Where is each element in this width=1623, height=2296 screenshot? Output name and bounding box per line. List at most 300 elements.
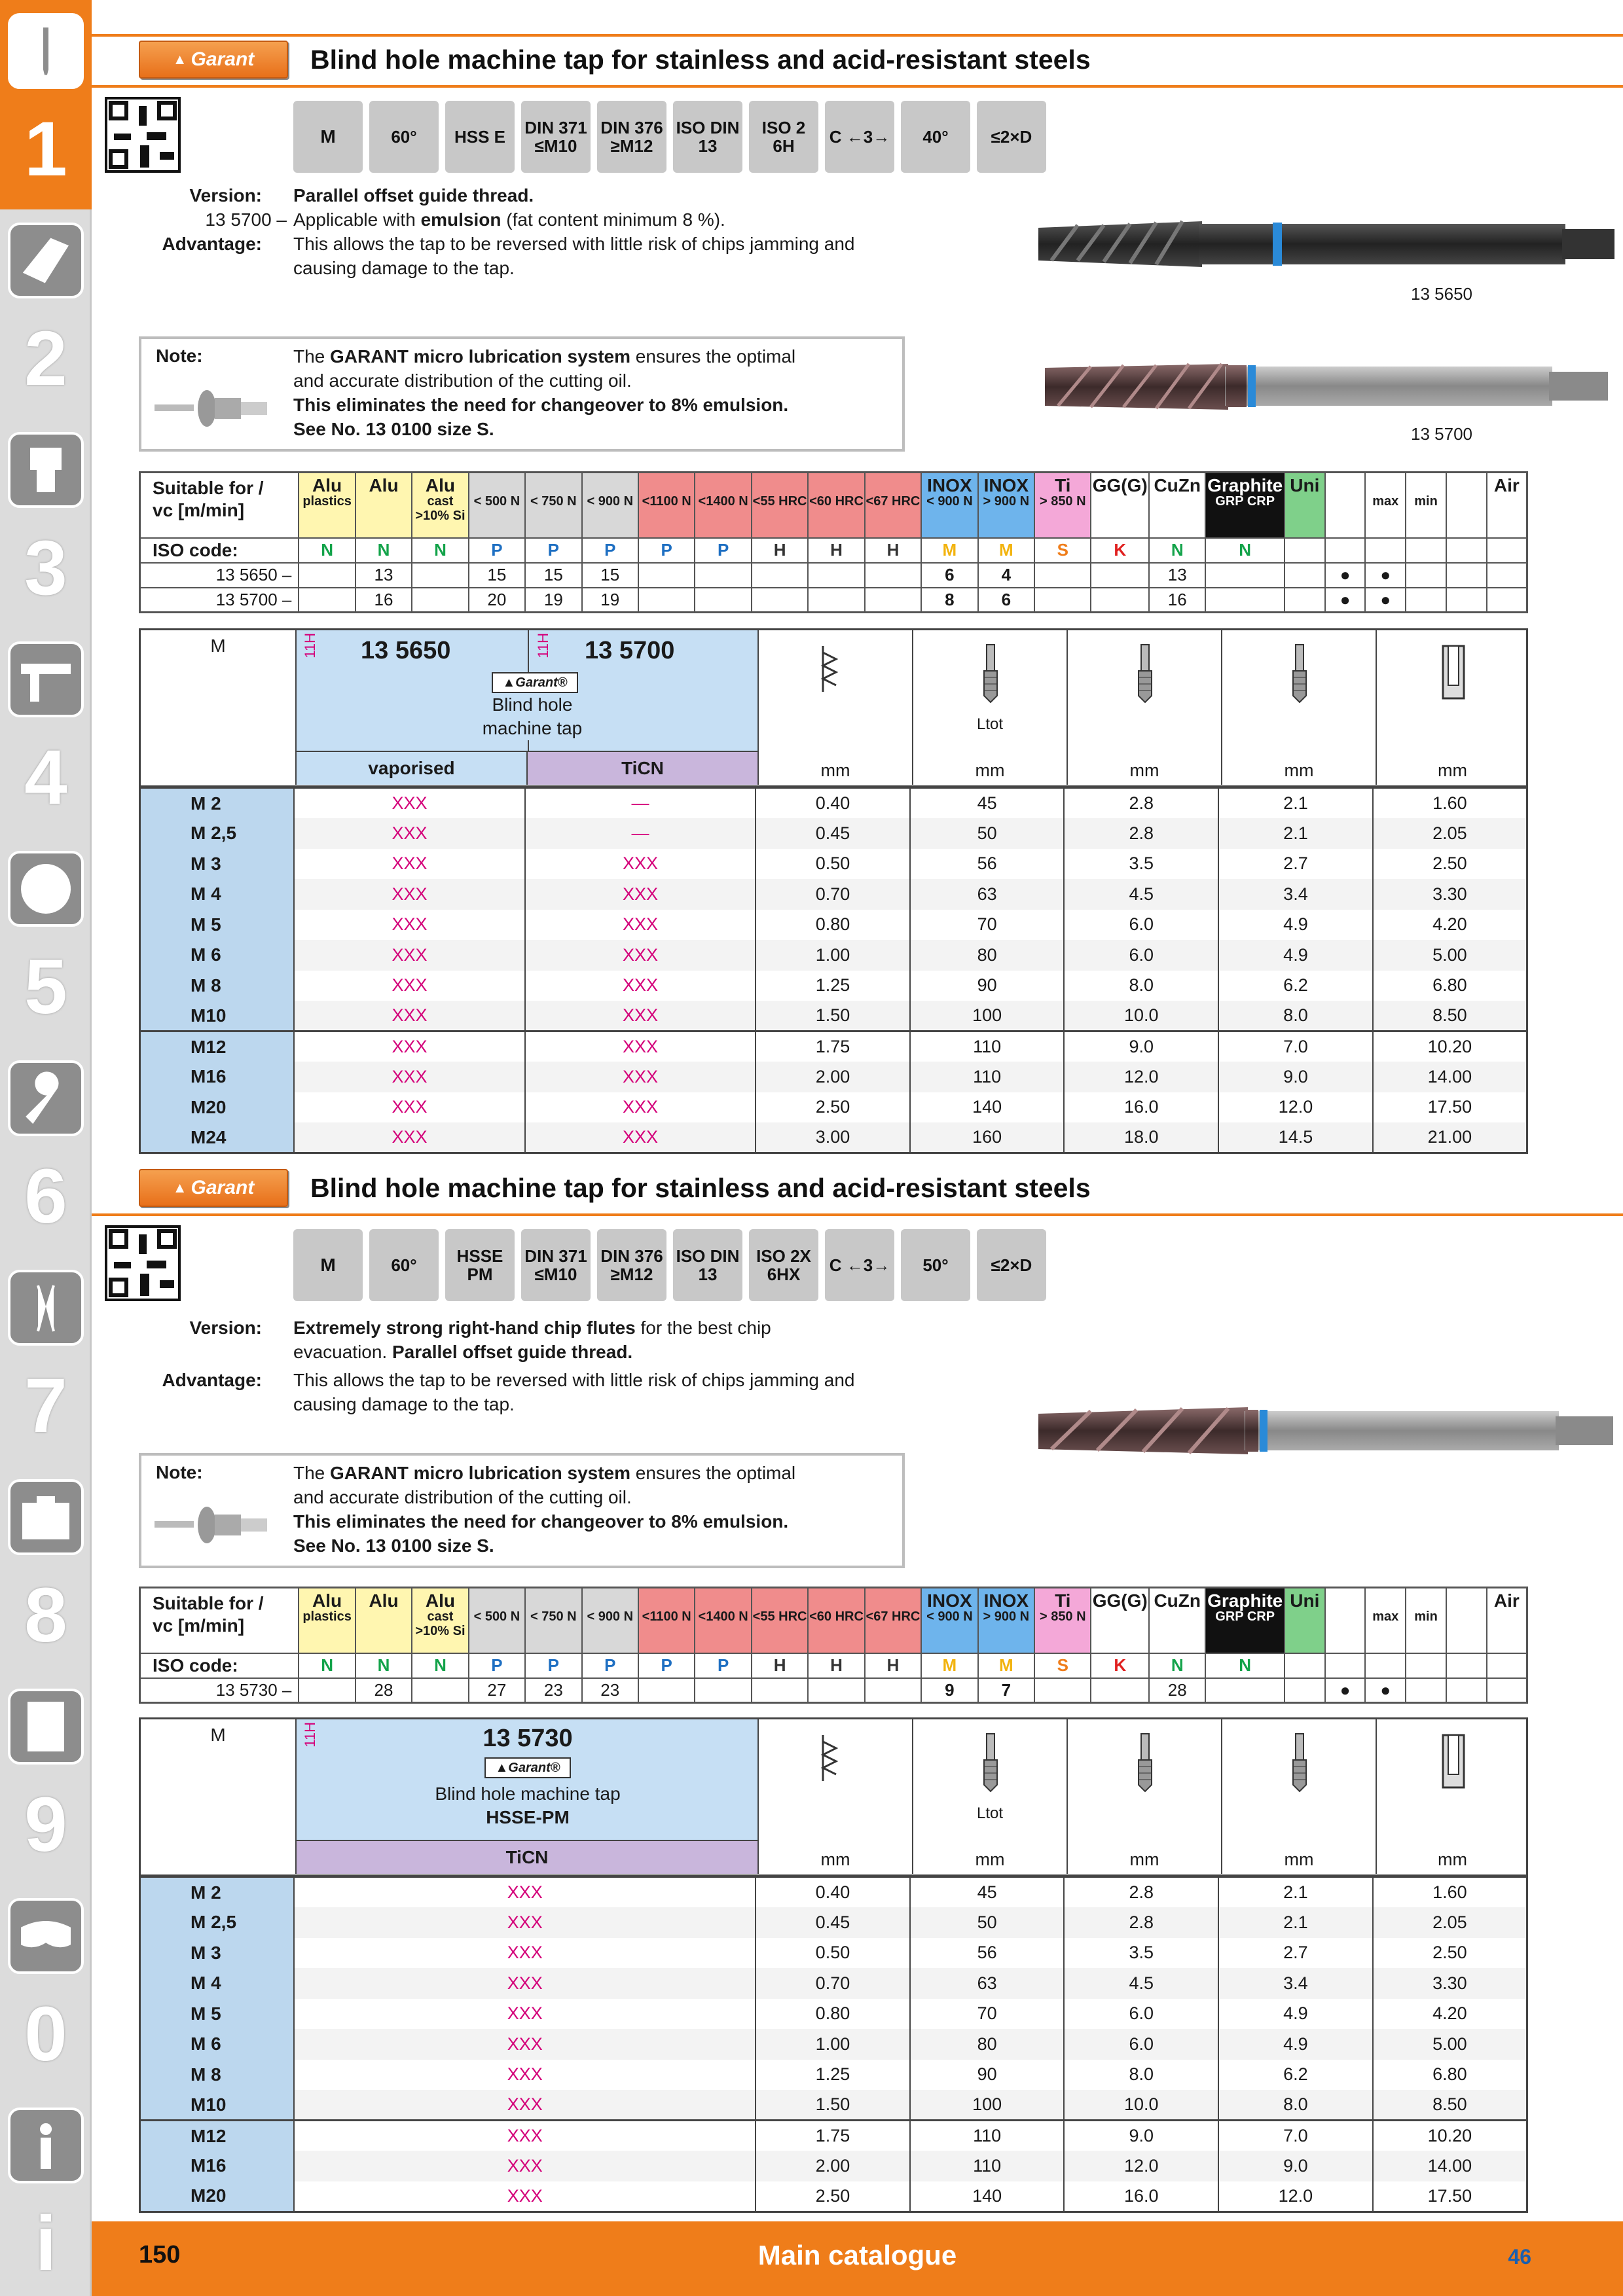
iso-code-9: H (808, 538, 864, 563)
tap-image-13-5650 (1032, 208, 1621, 280)
material-header-20: min (1406, 473, 1446, 538)
material-header-19: max (1365, 473, 1406, 538)
order-13-5700[interactable]: XXX (525, 849, 756, 880)
note-box (139, 336, 905, 452)
sidebar-chapter-5[interactable] (0, 838, 92, 1047)
product-table-1 (139, 787, 1528, 1154)
version-text-2: evacuation. Parallel offset guide thread. (293, 1342, 633, 1362)
table-row: M20 XXX XXX 2.50 140 16.0 12.0 17.50 (140, 1092, 1527, 1123)
table-row: M 2,5 XXX 0.45 50 2.8 2.1 2.05 (140, 1907, 1527, 1938)
order-13-5650[interactable]: XXX (294, 1031, 524, 1062)
material-header-7: <1400 N (695, 1588, 751, 1653)
table-row: M16 XXX XXX 2.00 110 12.0 9.0 14.00 (140, 1062, 1527, 1092)
material-header-8: <55 HRC (752, 473, 808, 538)
iso-code-1: N (356, 1653, 412, 1678)
material-header-5: < 900 N (582, 1588, 638, 1653)
material-header-1: Alu (356, 473, 412, 538)
iso-code-8: H (752, 538, 808, 563)
material-header-7: <1400 N (695, 473, 751, 538)
table-row: M20 XXX 2.50 140 16.0 12.0 17.50 (140, 2181, 1527, 2212)
garant-logo-small: ▲Garant® (492, 672, 578, 693)
tap-image-13-5700 (1032, 350, 1621, 422)
section-title: Blind hole machine tap for stainless and acid-resistant steels (310, 44, 1091, 75)
garant-logo-small: ▲Garant® (484, 1757, 571, 1778)
material-header-6: <1100 N (638, 1588, 695, 1653)
version-text-1: Extremely strong right-hand chip flutes for the best chip (293, 1318, 771, 1338)
square-size-icon (1280, 1729, 1319, 1794)
iso-code-6: P (638, 538, 695, 563)
material-header-13: Ti > 850 N (1034, 1588, 1091, 1653)
caliper-icon (8, 641, 84, 717)
chapter-number: 2 (24, 315, 67, 402)
shank-diameter-icon (1125, 639, 1165, 705)
order-13-5650[interactable]: XXX (294, 818, 524, 849)
iso-code-21 (1446, 1653, 1487, 1678)
sidebar-chapter-8[interactable] (0, 1466, 92, 1676)
cutting-speed-row: 13 5700 – 16 20 19 19 8 6 16 ● ● (140, 588, 1527, 613)
image-caption-2: 13 5700 (1411, 424, 1472, 444)
product-table-header-1 (139, 628, 1528, 787)
material-header-18 (1325, 1588, 1366, 1653)
property-icon-7: C ←3→ (825, 1229, 894, 1301)
note-label: Note: (156, 346, 203, 366)
order-13-5650[interactable]: XXX (294, 910, 524, 941)
advantage-label: Advantage: (162, 1370, 262, 1390)
dimension-header-3: mm (1221, 630, 1376, 785)
order-13-5730[interactable]: XXX (294, 2181, 756, 2212)
thread-size: M20 (140, 1092, 295, 1123)
order-13-5650[interactable]: XXX (294, 1092, 524, 1123)
material-header-16: Graphite GRP CRP (1205, 473, 1285, 538)
thread-size: M 3 (140, 849, 295, 880)
material-header-12: INOX > 900 N (978, 473, 1034, 538)
dimension-header-2: mm (1067, 1719, 1221, 1874)
image-caption-1: 13 5650 (1411, 284, 1472, 304)
order-13-5700[interactable]: XXX (525, 971, 756, 1001)
thread-size: M 5 (140, 1999, 295, 2030)
version-text: Parallel offset guide thread. (293, 185, 534, 206)
iso-code-5: P (582, 538, 638, 563)
chapter-number: 9 (24, 1782, 67, 1868)
iso-code-14: K (1091, 1653, 1149, 1678)
order-13-5700[interactable]: XXX (525, 1062, 756, 1092)
order-13-5730[interactable]: XXX (294, 1877, 756, 1908)
thread-size: M12 (140, 2121, 295, 2151)
sidebar-chapter-4[interactable] (0, 628, 92, 838)
iso-code-7: P (695, 1653, 751, 1678)
iso-code-18 (1325, 1653, 1366, 1678)
wrench-icon (8, 1060, 84, 1136)
product-table-header-2 (139, 1717, 1528, 1876)
property-icon-9: ≤2×D (977, 101, 1046, 173)
table-row: M 2 XXX 0.40 45 2.8 2.1 1.60 (140, 1877, 1527, 1908)
thread-size: M 6 (140, 2029, 295, 2060)
sidebar-chapter-0[interactable] (0, 1885, 92, 2094)
saw-blade-icon (8, 851, 84, 927)
order-13-5650[interactable]: XXX (294, 1122, 524, 1153)
thread-size: M12 (140, 1031, 295, 1062)
chapter-number: 6 (24, 1153, 67, 1240)
property-icon-5: ISO DIN 13 (673, 101, 742, 173)
iso-code-9: H (808, 1653, 864, 1678)
qr-code-icon[interactable] (105, 97, 181, 173)
section-header (139, 37, 1091, 82)
iso-code-17 (1285, 1653, 1325, 1678)
note-box (139, 1453, 905, 1568)
iso-code-15: N (1149, 1653, 1205, 1678)
thread-size: M 8 (140, 2060, 295, 2090)
material-header-3: < 500 N (469, 1588, 525, 1653)
iso-code-0: N (299, 1653, 355, 1678)
table-row: M 4 XXX 0.70 63 4.5 3.4 3.30 (140, 1968, 1527, 1999)
property-icon-6: ISO 2 6H (749, 101, 818, 173)
property-icon-2: HSS E (445, 101, 515, 173)
dimension-header-4: mm (1376, 630, 1528, 785)
order-13-5700[interactable]: XXX (525, 940, 756, 971)
article-13-5700: 13 5700 (585, 637, 675, 664)
material-header-11: INOX < 900 N (921, 1588, 977, 1653)
size-column-header: M (210, 636, 226, 656)
iso-code-22 (1487, 1653, 1527, 1678)
material-header-2: Alu cast >10% Si (412, 473, 468, 538)
sidebar-chapter-i[interactable] (0, 2094, 92, 2296)
note-text: The GARANT micro lubrication system ensures the optimal and accurate distribution of the cutting oil. This eliminates the need for changeover to 8% emulsion. See No. 13 0100 size S. (293, 1463, 796, 1556)
material-header-3: < 500 N (469, 473, 525, 538)
material-header-20: min (1406, 1588, 1446, 1653)
chapter-number: 5 (24, 944, 67, 1030)
material-header-22: Air (1487, 473, 1527, 538)
property-icon-4: DIN 376 ≥M12 (597, 101, 666, 173)
material-header-0: Alu plastics (299, 473, 355, 538)
iso-code-0: N (299, 538, 355, 563)
advantage-label: Advantage: (162, 234, 262, 254)
iso-code-11: M (921, 1653, 977, 1678)
material-header-14: GG(G) (1091, 1588, 1149, 1653)
article-header (295, 630, 757, 751)
table-row: M 2 XXX — 0.40 45 2.8 2.1 1.60 (140, 788, 1527, 819)
thread-size: M 2,5 (140, 1907, 295, 1938)
iso-code-2: N (412, 538, 468, 563)
iso-code-label: ISO code: (140, 1653, 299, 1678)
advantage-text-1: This allows the tap to be reversed with little risk of chips jamming and (293, 1370, 855, 1390)
order-13-5700[interactable]: XXX (525, 1092, 756, 1123)
order-13-5700[interactable]: — (525, 818, 756, 849)
thread-size: M 4 (140, 879, 295, 910)
property-icon-4: DIN 376 ≥M12 (597, 1229, 666, 1301)
chapter-number: 7 (24, 1363, 67, 1449)
material-header-18 (1325, 473, 1366, 538)
dimension-header-2: mm (1067, 630, 1221, 785)
material-header-16: Graphite GRP CRP (1205, 1588, 1285, 1653)
shank-diameter-icon (1125, 1729, 1165, 1794)
product-section-1 (92, 37, 1623, 1162)
page-number: 150 (139, 2241, 181, 2269)
chapter-sidebar (0, 0, 92, 2296)
core-drill-icon (1434, 639, 1473, 705)
material-header-5: < 900 N (582, 473, 638, 538)
table-row: M 6 XXX XXX 1.00 80 6.0 4.9 5.00 (140, 940, 1527, 971)
iso-code-22 (1487, 538, 1527, 563)
description-block (92, 183, 1008, 288)
property-icon-6: ISO 2X 6HX (749, 1229, 818, 1301)
table-row: M10 XXX XXX 1.50 100 10.0 8.0 8.50 (140, 1001, 1527, 1031)
core-drill-icon (1434, 1729, 1473, 1794)
thread-size: M10 (140, 2090, 295, 2121)
toolholder-icon (8, 432, 84, 508)
iso-code-3: P (469, 1653, 525, 1678)
drill-icon (8, 13, 84, 89)
order-13-5730[interactable]: XXX (294, 2151, 756, 2181)
iso-code-4: P (525, 538, 581, 563)
property-icon-1: 60° (369, 101, 439, 173)
product-name: Blind hole machine tap HSSE-PM (435, 1784, 621, 1827)
thread-size: M 5 (140, 910, 295, 941)
iso-code-19 (1365, 1653, 1406, 1678)
thread-size: M16 (140, 2151, 295, 2181)
section-number: 46 (1508, 2245, 1531, 2269)
lubrication-nozzle-icon (155, 1499, 272, 1551)
property-icon-0: M (293, 1229, 363, 1301)
variant-text: Applicable with emulsion (fat content minimum 8 %). (293, 209, 725, 230)
advantage-text-2: causing damage to the tap. (293, 1394, 515, 1414)
property-icon-1: 60° (369, 1229, 439, 1301)
sidebar-chapter-1[interactable] (0, 0, 92, 209)
material-header-15: CuZn (1149, 1588, 1205, 1653)
thread-size: M 2 (140, 788, 295, 819)
iso-code-20 (1406, 1653, 1446, 1678)
material-header-9: <60 HRC (808, 473, 864, 538)
table-row: M12 XXX 1.75 110 9.0 7.0 10.20 (140, 2121, 1527, 2151)
thread-size: M 2 (140, 1877, 295, 1908)
table-row: M 3 XXX 0.50 56 3.5 2.7 2.50 (140, 1938, 1527, 1969)
order-13-5650[interactable]: XXX (294, 879, 524, 910)
cutting-speed-row: 13 5650 – 13 15 15 15 6 4 13 ● ● (140, 563, 1527, 588)
material-header-13: Ti > 850 N (1034, 473, 1091, 538)
order-13-5730[interactable]: XXX (294, 1907, 756, 1938)
thread-size: M20 (140, 2181, 295, 2212)
material-header-17: Uni (1285, 473, 1325, 538)
section-title: Blind hole machine tap for stainless and acid-resistant steels (310, 1172, 1091, 1203)
order-13-5700[interactable]: — (525, 788, 756, 819)
table-row: M 6 XXX 1.00 80 6.0 4.9 5.00 (140, 2029, 1527, 2060)
order-13-5650[interactable]: XXX (294, 1062, 524, 1092)
tap-image-13-5730 (1032, 1394, 1621, 1466)
table-row: M24 XXX XXX 3.00 160 18.0 14.5 21.00 (140, 1122, 1527, 1153)
property-icon-3: DIN 371 ≤M10 (521, 101, 591, 173)
order-13-5650[interactable]: XXX (294, 1001, 524, 1031)
order-13-5730[interactable]: XXX (294, 1999, 756, 2030)
material-header-19: max (1365, 1588, 1406, 1653)
order-13-5650[interactable]: XXX (294, 849, 524, 880)
material-header-4: < 750 N (525, 1588, 581, 1653)
property-icon-3: DIN 371 ≤M10 (521, 1229, 591, 1301)
material-header-15: CuZn (1149, 473, 1205, 538)
order-13-5650[interactable]: XXX (294, 940, 524, 971)
order-13-5730[interactable]: XXX (294, 2060, 756, 2090)
iso-code-17 (1285, 538, 1325, 563)
coating-ticn: TiCN (526, 751, 757, 785)
property-icon-2: HSSE PM (445, 1229, 515, 1301)
size-column-header: M (210, 1725, 226, 1745)
lubrication-nozzle-icon (155, 382, 272, 435)
thread-size: M10 (140, 1001, 295, 1031)
table-row: M 5 XXX 0.80 70 6.0 4.9 4.20 (140, 1999, 1527, 2030)
info-icon (8, 2108, 84, 2183)
property-icons (293, 1229, 1046, 1301)
cutting-speed-row: 13 5730 – 28 27 23 23 9 7 28 ● ● (140, 1678, 1527, 1703)
article-label: 13 5650 – (140, 563, 299, 588)
iso-code-5: P (582, 1653, 638, 1678)
thread-size: M 8 (140, 971, 295, 1001)
order-13-5700[interactable]: XXX (525, 1122, 756, 1153)
chapter-number: 0 (24, 1991, 67, 2077)
tolerance-label: 11H (302, 633, 318, 658)
iso-code-10: H (865, 1653, 921, 1678)
tolerance-label: 11H (302, 1722, 318, 1748)
iso-code-13: S (1034, 538, 1091, 563)
property-icons (293, 101, 1046, 173)
version-label: Version: (189, 185, 262, 206)
order-13-5730[interactable]: XXX (294, 2090, 756, 2121)
iso-code-16: N (1205, 1653, 1285, 1678)
table-row: M 8 XXX XXX 1.25 90 8.0 6.2 6.80 (140, 971, 1527, 1001)
material-header-0: Alu plastics (299, 1588, 355, 1653)
order-13-5730[interactable]: XXX (294, 2121, 756, 2151)
table-row: M16 XXX 2.00 110 12.0 9.0 14.00 (140, 2151, 1527, 2181)
variant-label: 13 5700 – (205, 209, 287, 230)
product-section-2 (92, 1165, 1623, 2219)
chapter-number: 3 (24, 525, 67, 611)
order-13-5650[interactable]: XXX (294, 971, 524, 1001)
thread-pitch-icon (816, 639, 856, 705)
material-header-6: <1100 N (638, 473, 695, 538)
property-icon-0: M (293, 101, 363, 173)
dimension-header-0: mm (757, 1719, 912, 1874)
material-header-10: <67 HRC (865, 1588, 921, 1653)
property-icon-9: ≤2×D (977, 1229, 1046, 1301)
dimension-header-4: mm (1376, 1719, 1528, 1874)
version-label: Version: (189, 1318, 262, 1338)
thread-size: M 6 (140, 940, 295, 971)
material-header-8: <55 HRC (752, 1588, 808, 1653)
section-header (139, 1165, 1091, 1211)
article-13-5650: 13 5650 (361, 637, 451, 664)
thread-size: M 4 (140, 1968, 295, 1999)
iso-code-10: H (865, 538, 921, 563)
sidebar-chapter-3[interactable] (0, 419, 92, 628)
material-header-2: Alu cast >10% Si (412, 1588, 468, 1653)
sidebar-chapter-7[interactable] (0, 1257, 92, 1466)
table-row: M10 XXX 1.50 100 10.0 8.0 8.50 (140, 2090, 1527, 2121)
table-row: M 5 XXX XXX 0.80 70 6.0 4.9 4.20 (140, 910, 1527, 941)
iso-code-2: N (412, 1653, 468, 1678)
order-13-5730[interactable]: XXX (294, 1968, 756, 1999)
safety-goggles-icon (8, 1898, 84, 1974)
property-icon-7: C ←3→ (825, 101, 894, 173)
iso-code-1: N (356, 538, 412, 563)
iso-code-3: P (469, 538, 525, 563)
coating-vaporised: vaporised (295, 751, 526, 785)
iso-code-20 (1406, 538, 1446, 563)
materials-table-2: Suitable for / vc [m/min] Alu plastics Alu Alu cast >10% Si < 500 N < 750 N < 900 N <1100 N <1400 N <55 HRC <60 HRC <67 HRC INOX < 900 N INOX > 900 N Ti > 850 N GG(G) CuZn Graphite GRP CRP Uni max min Air ISO code: N N N P P P P P H H H M M S K N N 13 5730 – 28 27 23 23 9 7 28 ● ● (139, 1587, 1528, 1704)
dimension-header-3: mm (1221, 1719, 1376, 1874)
iso-code-label: ISO code: (140, 538, 299, 563)
order-13-5700[interactable]: XXX (525, 910, 756, 941)
table-row: M 4 XXX XXX 0.70 63 4.5 3.4 3.30 (140, 879, 1527, 910)
iso-code-4: P (525, 1653, 581, 1678)
thread-pitch-icon (816, 1729, 856, 1794)
order-13-5700[interactable]: XXX (525, 1001, 756, 1031)
dimension-header-1: Ltot mm (912, 630, 1067, 785)
garant-logo: ▲ Garant (139, 41, 288, 79)
material-header-21 (1446, 473, 1487, 538)
order-13-5650[interactable]: XXX (294, 788, 524, 819)
iso-code-21 (1446, 538, 1487, 563)
thread-size: M 3 (140, 1938, 295, 1969)
sidebar-chapter-2[interactable] (0, 209, 92, 419)
garant-logo: ▲ Garant (139, 1169, 288, 1207)
chapter-number: 1 (24, 106, 67, 192)
thread-size: M 2,5 (140, 818, 295, 849)
note-label: Note: (156, 1462, 203, 1482)
qr-code-icon[interactable] (105, 1225, 181, 1301)
sidebar-chapter-6[interactable] (0, 1047, 92, 1257)
page-footer (92, 2221, 1623, 2296)
material-header-9: <60 HRC (808, 1588, 864, 1653)
property-icon-8: 40° (901, 101, 970, 173)
overall-length-icon (971, 639, 1010, 705)
catalogue-label: Main catalogue (757, 2240, 957, 2270)
chapter-number: 8 (24, 1572, 67, 1659)
description-block (92, 1316, 1008, 1420)
advantage-text-1: This allows the tap to be reversed with little risk of chips jamming and (293, 234, 855, 254)
material-header-14: GG(G) (1091, 473, 1149, 538)
table-row: M12 XXX XXX 1.75 110 9.0 7.0 10.20 (140, 1031, 1527, 1062)
iso-code-7: P (695, 538, 751, 563)
dimension-header-0: mm (757, 630, 912, 785)
order-13-5700[interactable]: XXX (525, 1031, 756, 1062)
toolbox-icon (8, 1479, 84, 1555)
article-13-5730: 13 5730 (483, 1725, 573, 1752)
table-row: M 8 XXX 1.25 90 8.0 6.2 6.80 (140, 2060, 1527, 2090)
order-13-5700[interactable]: XXX (525, 879, 756, 910)
dimension-header-1: Ltot mm (912, 1719, 1067, 1874)
iso-code-12: M (978, 1653, 1034, 1678)
material-header-21 (1446, 1588, 1487, 1653)
chapter-number: i (35, 2200, 57, 2287)
insert-icon (8, 223, 84, 298)
product-name: Blind hole machine tap (447, 693, 617, 740)
square-size-icon (1280, 639, 1319, 705)
material-header-1: Alu (356, 1588, 412, 1653)
material-header-22: Air (1487, 1588, 1527, 1653)
order-13-5730[interactable]: XXX (294, 2029, 756, 2060)
chapter-number: 4 (24, 734, 67, 821)
coating-ticn: TiCN (295, 1840, 757, 1874)
iso-code-12: M (978, 538, 1034, 563)
table-row: M 3 XXX XXX 0.50 56 3.5 2.7 2.50 (140, 849, 1527, 880)
order-13-5730[interactable]: XXX (294, 1938, 756, 1969)
material-header-11: INOX < 900 N (921, 473, 977, 538)
iso-code-11: M (921, 538, 977, 563)
thread-size: M24 (140, 1122, 295, 1153)
material-header-12: INOX > 900 N (978, 1588, 1034, 1653)
sidebar-chapter-9[interactable] (0, 1676, 92, 1885)
iso-code-6: P (638, 1653, 695, 1678)
product-table-2 (139, 1876, 1528, 2213)
table-row: M 2,5 XXX — 0.45 50 2.8 2.1 2.05 (140, 818, 1527, 849)
iso-code-8: H (752, 1653, 808, 1678)
